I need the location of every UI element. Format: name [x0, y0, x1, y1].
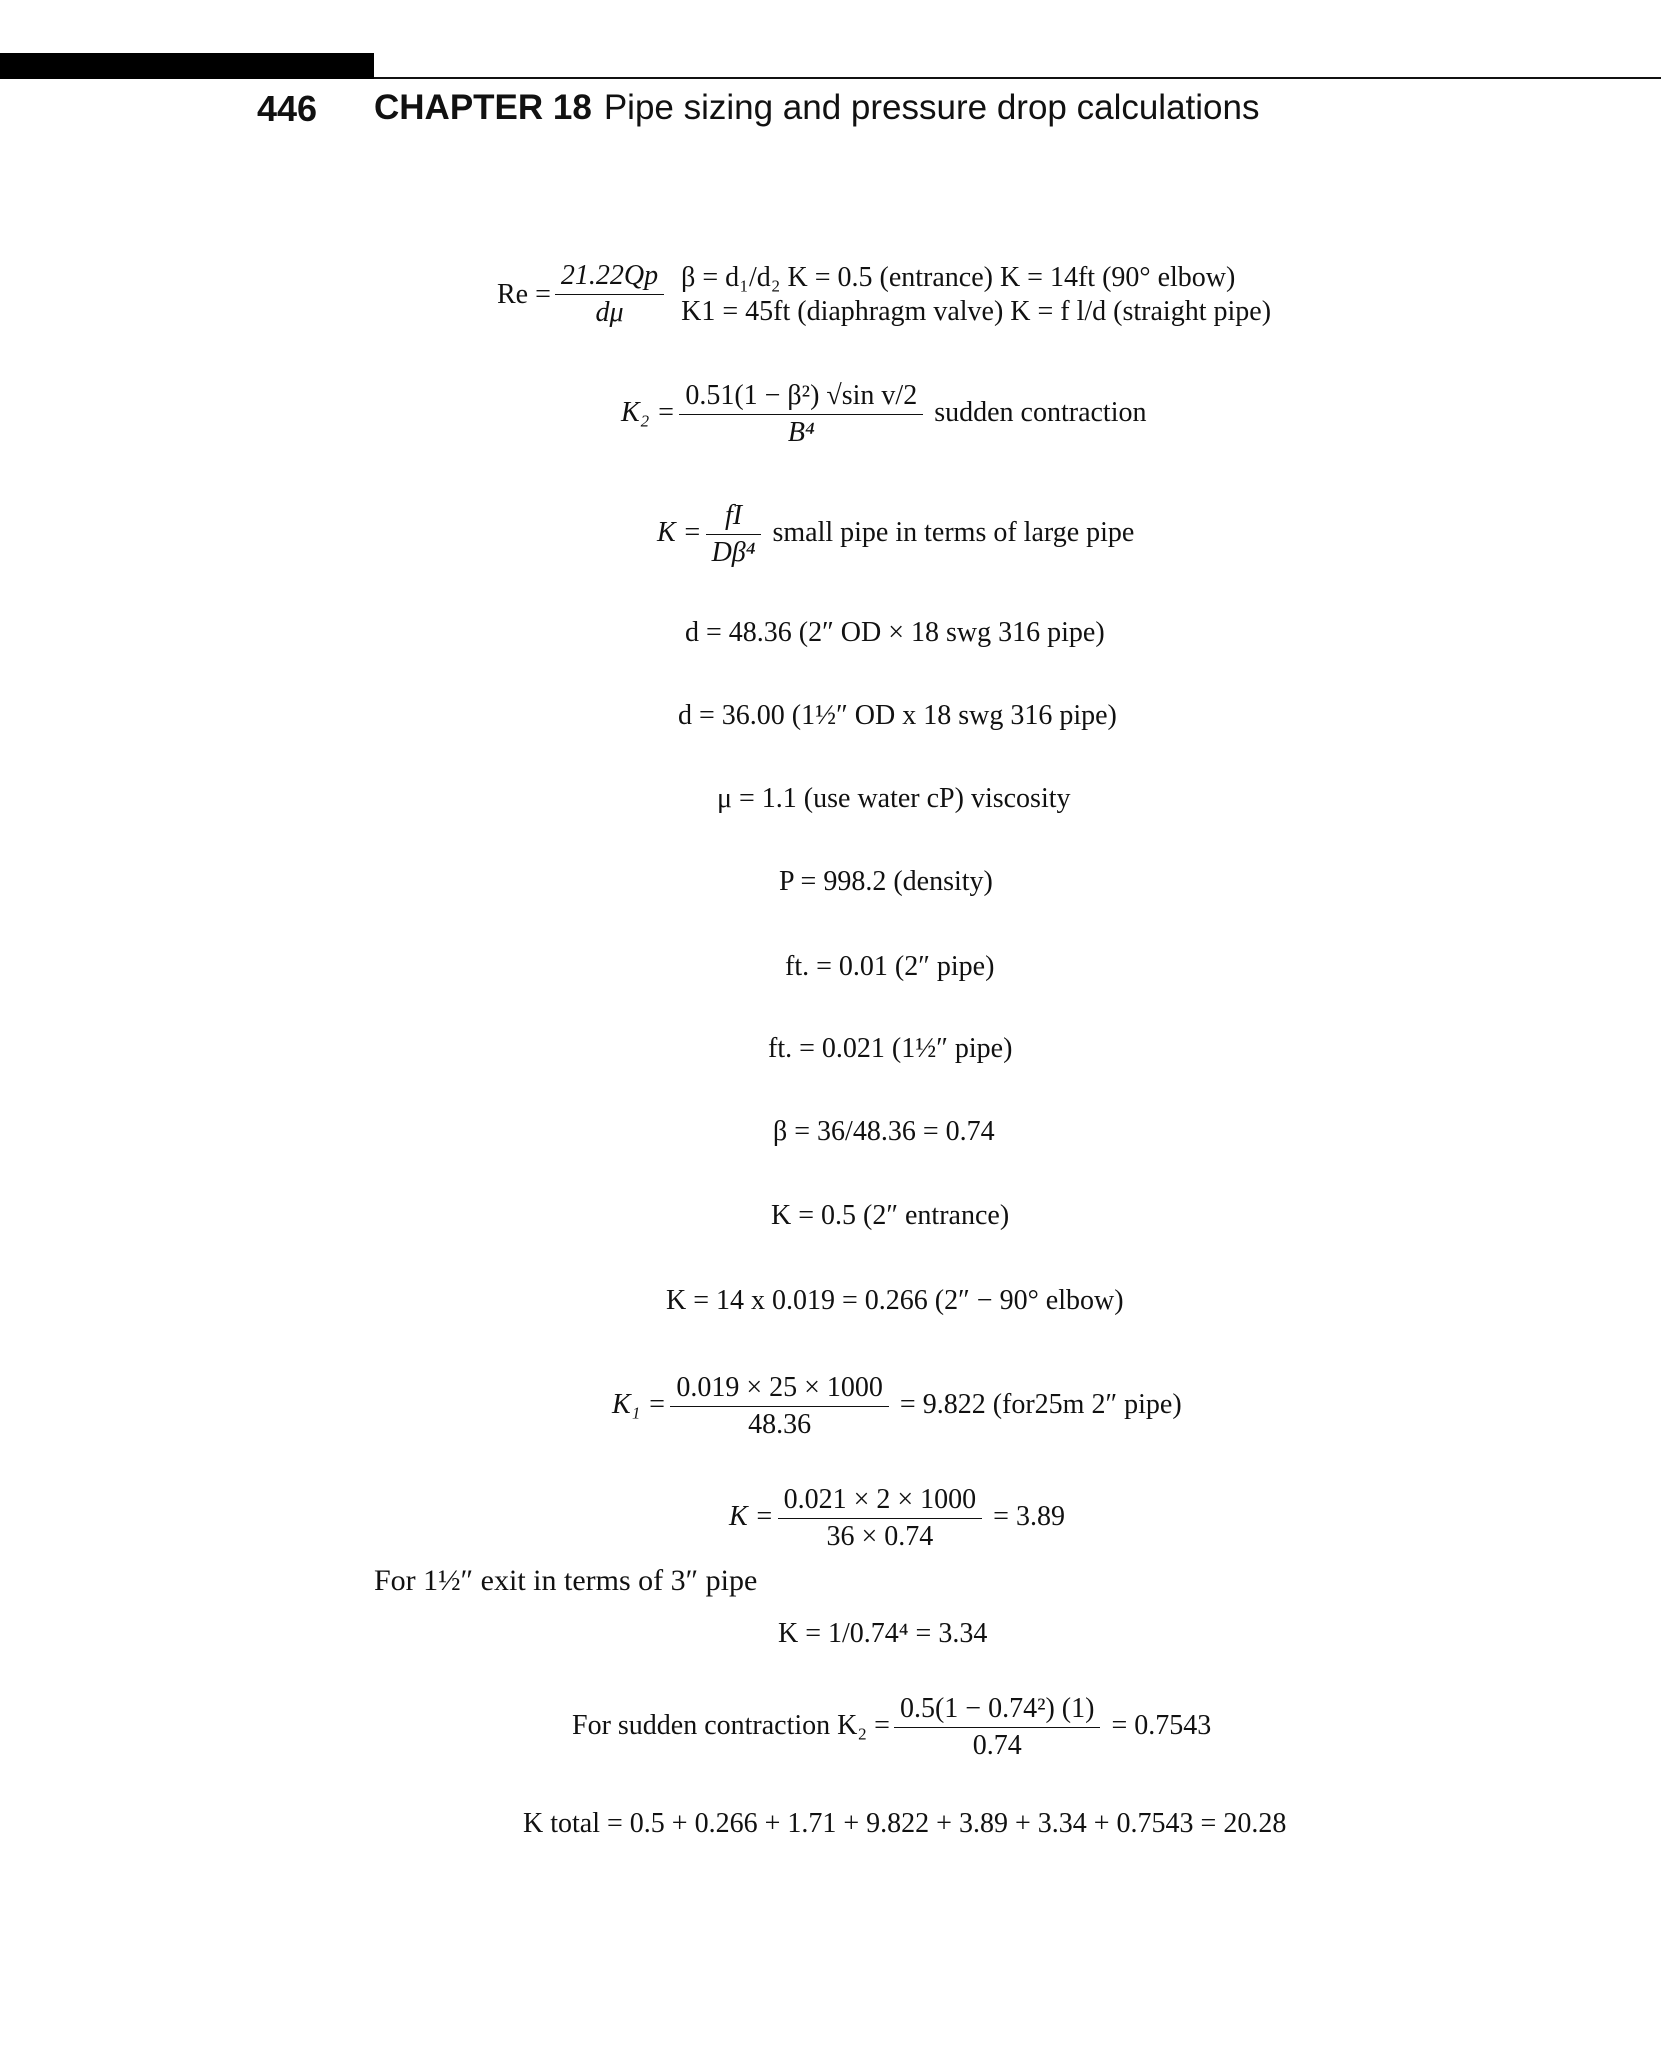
- k2-numeric-lhs: For sudden contraction K₂ =: [572, 1709, 890, 1741]
- k2-numeric-fraction: [894, 1693, 1100, 1762]
- k2-fraction: [679, 380, 923, 449]
- k-small-pipe-numerator: fI: [706, 500, 762, 535]
- k-small-pipe-fraction: [706, 500, 762, 569]
- diameter-2in: d = 48.36 (2″ OD × 18 swg 316 pipe): [685, 617, 1105, 648]
- friction-2in: ft. = 0.01 (2″ pipe): [785, 951, 995, 982]
- k2-numeric-denominator: 0.74: [972, 1730, 1022, 1761]
- k1-lhs: K₁ =: [612, 1388, 667, 1420]
- k-1-5in-numerator: 0.021 × 2 × 1000: [778, 1484, 983, 1519]
- k1-formula: [612, 1372, 1182, 1441]
- k2-formula: [621, 380, 1147, 449]
- k-1-5in-fraction: [778, 1484, 983, 1553]
- header-rule: [374, 77, 1661, 79]
- k-elbow: K = 14 x 0.019 = 0.266 (2″ − 90° elbow): [666, 1285, 1124, 1316]
- k-small-pipe-denominator: Dβ⁴: [711, 537, 756, 568]
- k2-numeric-formula: [572, 1693, 1211, 1762]
- header-bar: [0, 53, 374, 79]
- k-small-pipe-formula: [657, 500, 1134, 569]
- k2-numeric-result: = 0.7543: [1111, 1709, 1212, 1741]
- k-entrance: K = 0.5 (2″ entrance): [771, 1200, 1010, 1231]
- k1-denominator: 48.36: [748, 1409, 812, 1440]
- chapter-label: CHAPTER 18: [374, 88, 592, 127]
- reynolds-denominator: dμ: [595, 297, 624, 328]
- coefficient-row-2: K1 = 45ft (diaphragm valve) K = f l/d (straight pipe): [681, 295, 1272, 327]
- viscosity-line: μ = 1.1 (use water cP) viscosity: [717, 783, 1071, 814]
- reynolds-equation: [497, 260, 1271, 329]
- coefficient-definitions: [681, 261, 1271, 329]
- coefficient-row-1: β = d₁/d₂ K = 0.5 (entrance) K = 14ft (90° elbow): [681, 261, 1236, 293]
- page-number: 446: [257, 88, 318, 129]
- k1-fraction: [670, 1372, 889, 1441]
- k2-denominator: B⁴: [787, 417, 815, 448]
- chapter-title: [374, 88, 1259, 128]
- density-line: P = 998.2 (density): [779, 866, 993, 897]
- diameter-1-5in: d = 36.00 (1½″ OD x 18 swg 316 pipe): [678, 700, 1117, 731]
- chapter-title-text: Pipe sizing and pressure drop calculations: [603, 88, 1260, 127]
- k-1-5in-denominator: 36 × 0.74: [826, 1521, 934, 1552]
- k1-numerator: 0.019 × 25 × 1000: [670, 1372, 889, 1407]
- k-1-5in-pipe-formula: [729, 1484, 1065, 1553]
- k-exit: K = 1/0.74⁴ = 3.34: [778, 1618, 988, 1649]
- k-total: K total = 0.5 + 0.266 + 1.71 + 9.822 + 3.89 + 3.34 + 0.7543 = 20.28: [523, 1808, 1287, 1839]
- reynolds-numerator: 21.22Qp: [555, 260, 664, 295]
- reynolds-fraction: [555, 260, 664, 329]
- k1-result: = 9.822 (for25m 2″ pipe): [899, 1388, 1182, 1420]
- exit-heading: For 1½″ exit in terms of 3″ pipe: [374, 1564, 758, 1597]
- beta-ratio: β = 36/48.36 = 0.74: [773, 1116, 995, 1147]
- reynolds-lhs: Re =: [497, 278, 551, 310]
- friction-1-5in: ft. = 0.021 (1½″ pipe): [768, 1033, 1013, 1064]
- k2-numeric-numerator: 0.5(1 − 0.74²) (1): [894, 1693, 1100, 1728]
- k2-label: sudden contraction: [934, 396, 1147, 428]
- k-small-pipe-label: small pipe in terms of large pipe: [772, 516, 1135, 548]
- k-small-pipe-lhs: K =: [657, 516, 702, 548]
- k-1-5in-lhs: K =: [729, 1500, 774, 1532]
- k-1-5in-result: = 3.89: [993, 1500, 1065, 1532]
- k2-numerator: 0.51(1 − β²) √sin v/2: [679, 380, 923, 415]
- k2-lhs: K₂ =: [621, 396, 676, 428]
